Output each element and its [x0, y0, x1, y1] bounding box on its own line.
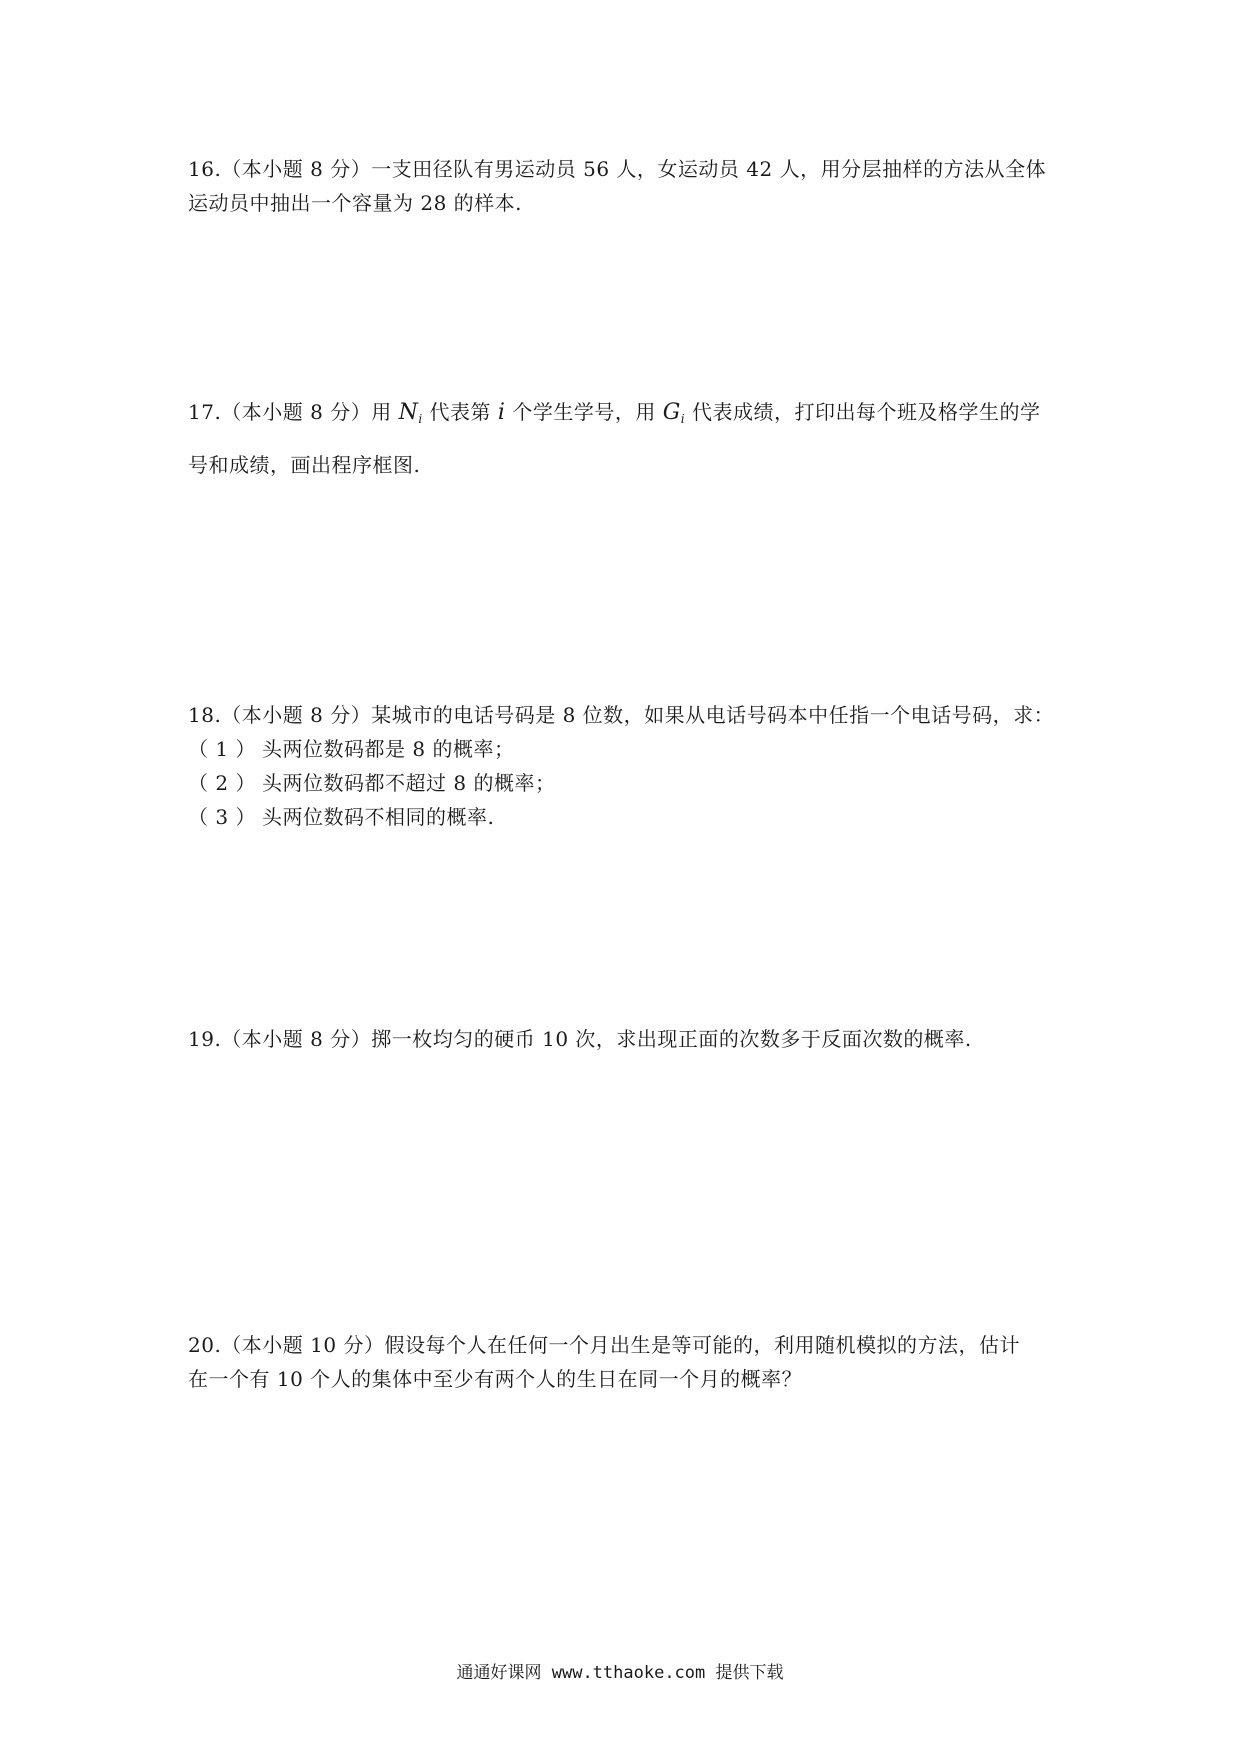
item-text: 头两位数码都是 8 的概率； — [262, 737, 515, 761]
item-text: 头两位数码都不超过 8 的概率； — [262, 771, 556, 795]
question-17 — [188, 389, 1058, 488]
question-18-item-3 — [188, 800, 1058, 834]
question-17-text-d: 代表成绩，打印出每个班及格学生的学 — [685, 400, 1041, 424]
question-16 — [188, 152, 1058, 220]
question-17-line-1 — [188, 389, 1058, 442]
question-19 — [188, 1022, 1058, 1056]
variable-g: $G_i$ — [662, 400, 686, 426]
variable-n: $N_i$ — [398, 400, 423, 426]
item-text: 头两位数码不相同的概率. — [262, 805, 495, 829]
page-footer: 通通好课网 www.tthaoke.com 提供下载 — [456, 1663, 784, 1683]
item-number: （ 1 ） — [188, 737, 256, 761]
question-19-line-1: 19.（本小题 8 分）掷一枚均匀的硬币 10 次，求出现正面的次数多于反面次数的概率. — [188, 1027, 972, 1051]
question-17-text-a: 17.（本小题 8 分）用 — [188, 400, 399, 424]
question-18-item-1 — [188, 732, 1058, 766]
question-18-item-2 — [188, 766, 1058, 800]
question-16-line-1: 16.（本小题 8 分）一支田径队有男运动员 56 人，女运动员 42 人，用分层抽样的方法从全体 — [188, 157, 1047, 181]
item-number: （ 3 ） — [188, 805, 256, 829]
question-18 — [188, 698, 1058, 834]
variable-n-subscript: i — [418, 412, 423, 426]
question-17-text-c: 个学生学号，用 — [505, 400, 663, 424]
question-18-intro: 18.（本小题 8 分）某城市的电话号码是 8 位数，如果从电话号码本中任指一个电话号码，求： — [188, 703, 1055, 727]
variable-i: i — [497, 400, 506, 425]
question-20-line-2: 在一个有 10 个人的集体中至少有两个人的生日在同一个月的概率？ — [188, 1367, 803, 1391]
question-16-line-2: 运动员中抽出一个容量为 28 的样本. — [188, 191, 523, 215]
variable-g-subscript: i — [680, 412, 686, 426]
question-17-line-2: 号和成绩，画出程序框图. — [188, 453, 421, 477]
question-20 — [188, 1328, 1058, 1396]
question-20-line-1: 20.（本小题 10 分）假设每个人在任何一个月出生是等可能的，利用随机模拟的方法，估计 — [188, 1333, 1020, 1357]
item-number: （ 2 ） — [188, 771, 256, 795]
question-17-text-b: 代表第 — [422, 400, 498, 424]
